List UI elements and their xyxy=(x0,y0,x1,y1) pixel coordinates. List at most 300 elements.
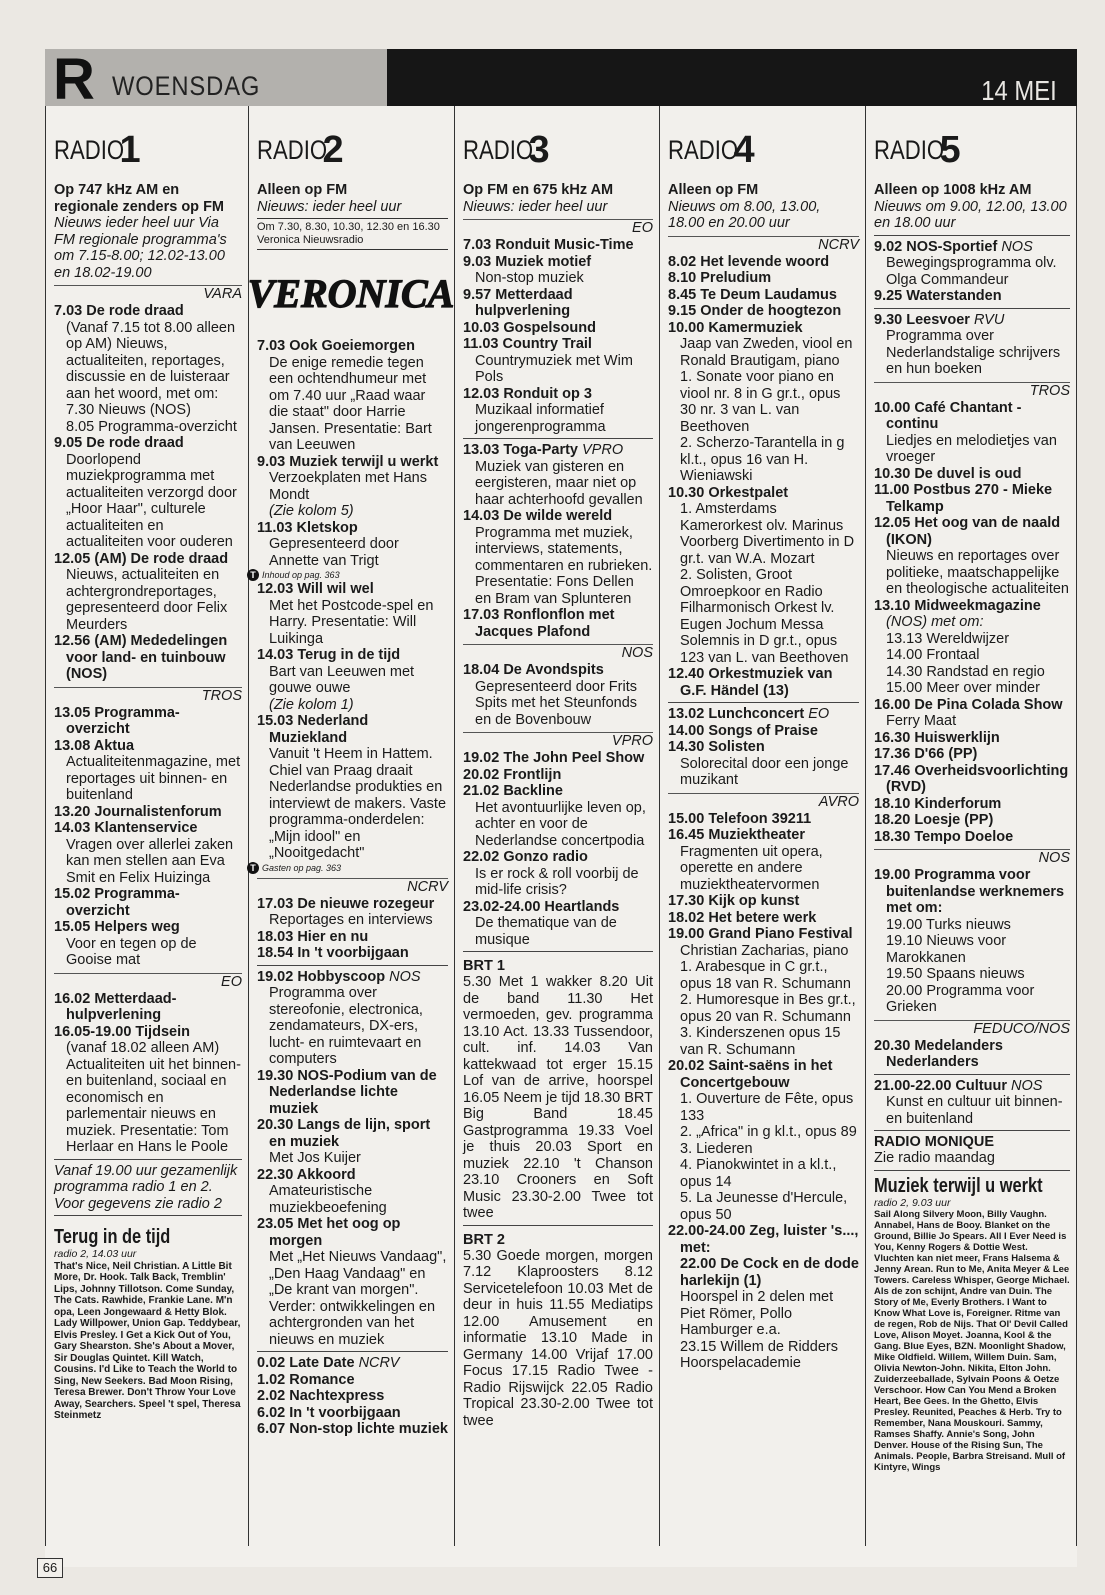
program-item xyxy=(874,828,1070,846)
section-letter: R xyxy=(53,47,93,112)
news-info: Nieuws om 9.00, 12.00, 13.00 en 18.00 uur xyxy=(874,198,1067,231)
program-title: 7.03 Ook Goeiemorgen xyxy=(257,338,415,354)
program-item xyxy=(257,895,448,929)
broadcaster-label: NOS xyxy=(1011,1077,1043,1094)
shared-program-note: Vanaf 19.00 uur gezamenlijk programma radio 1 en 2. Voor gegevens zie radio 2 xyxy=(54,1162,238,1212)
program-title: 18.02 Het betere werk xyxy=(668,909,817,926)
radio-4-column xyxy=(659,106,865,1546)
program-title: 12.40 Orkestmuziek van G.F. Händel (13) xyxy=(668,666,833,699)
program-detail: 7.30 Nieuws (NOS) xyxy=(66,402,191,418)
broadcaster-label: TROS xyxy=(874,382,1070,400)
program-detail: Met „Het Nieuws Vandaag", „Den Haag Vandaag" en „De krant van morgen". Verder: ontwikkelingen en achtergronden van het nieuws en muziek xyxy=(269,1249,447,1348)
program-title: 10.00 Kamermuziek xyxy=(668,319,803,336)
program-item xyxy=(257,1404,448,1422)
program-item xyxy=(463,750,653,767)
program-item xyxy=(668,484,859,667)
program-detail: Bart van Leeuwen met gouwe ouwe xyxy=(269,663,415,696)
program-title: 17.30 Kijk op kunst xyxy=(668,893,800,909)
program-item xyxy=(874,762,1070,796)
program-item xyxy=(257,453,448,520)
brt2-heading: BRT 2 xyxy=(463,1231,505,1248)
program-item xyxy=(54,704,242,738)
program-detail: 23.15 Willem de Ridders Hoorspelacademie xyxy=(680,1338,838,1371)
divider xyxy=(874,308,1070,309)
program-detail: Countrymuziek met Wim Pols xyxy=(475,352,633,385)
program-detail: 13.02 Lunchconcert xyxy=(668,706,805,722)
program-item xyxy=(257,338,448,454)
radio-3-column xyxy=(454,106,659,1546)
broadcaster-label: EO xyxy=(54,973,242,991)
program-detail: 3. Kinderszenen opus 15 van R. Schumann xyxy=(680,1025,841,1058)
program-item xyxy=(874,465,1070,483)
program-item xyxy=(257,928,448,946)
program-item xyxy=(463,508,653,607)
program-item xyxy=(668,827,859,893)
program-detail: Jaap van Zweden, viool en Ronald Brautigam, piano xyxy=(680,336,853,369)
radio-number: 2 xyxy=(322,128,344,171)
info-marker-text: Inhoud op pag. 363 xyxy=(262,570,340,580)
program-title: 19.00 Grand Piano Festival xyxy=(668,926,853,942)
broadcaster-label: NCRV xyxy=(257,878,448,896)
program-item xyxy=(463,237,653,254)
program-item xyxy=(668,253,859,271)
program-title: 21.02 Backline xyxy=(463,783,563,799)
program-detail: 8.05 Programma-overzicht xyxy=(66,418,237,435)
program-item xyxy=(668,303,859,320)
program-title: 18.04 De Avondspits xyxy=(463,662,604,678)
program-detail: Amateuristische muziekbeoefening xyxy=(269,1183,387,1216)
program-item xyxy=(668,1058,859,1223)
program-detail: Nieuws en reportages over politieke, maatschappelijke en theologische actualiteiten xyxy=(886,548,1069,597)
divider xyxy=(54,1159,242,1160)
program-item xyxy=(257,945,448,962)
radio-number: 5 xyxy=(939,128,961,171)
program-title: 9.25 Waterstanden xyxy=(874,288,1002,304)
page-number: 66 xyxy=(37,1558,63,1578)
program-detail: Ferry Maat xyxy=(886,713,957,729)
program-detail: De thematique van de musique xyxy=(475,915,617,948)
program-title: 16.05-19.00 Tijdsein xyxy=(54,1023,190,1040)
program-title xyxy=(874,1077,1070,1095)
radio-1-heading xyxy=(54,120,242,180)
news-info: Nieuws: ieder heel uur xyxy=(463,198,608,215)
program-title: 17.46 Overheidsvoorlichting (RVD) xyxy=(874,762,1069,795)
program-item xyxy=(874,867,1070,1016)
program-detail: 1. Amsterdams Kamerorkest olv. Marinus Voorberg Divertimento in D gr.t. van W.A. Mozart xyxy=(680,501,855,567)
program-item xyxy=(668,270,859,287)
program-item xyxy=(257,1117,448,1167)
frequency-info: Alleen op FM xyxy=(257,182,348,198)
brt1-schedule: 5.30 Met 1 wakker 8.20 Uit de band 11.30 Het vermoeden, gev. programma 13.10 Act. 13.33 Tussendoor, cult. inf. 14.03 Van kattekwaad tot erger 15.15 Lof van de arrive, hoorspel 16.05 Neem je tijd 18.30 BRT Big Band 18.45 Gastprogramma 19.33 Voel je thuis 20.03 Sport en muziek 22.10 't Chanson 23.10 Crooners en Soft Music 23.30-2.00 Twee tot twee xyxy=(463,974,653,1221)
program-item xyxy=(668,286,859,304)
program-title: 8.10 Preludium xyxy=(668,270,772,286)
program-title: 10.00 Café Chantant - continu xyxy=(874,399,1022,432)
program-title: 9.05 De rode draad xyxy=(54,435,184,451)
broadcaster-label: TROS xyxy=(54,687,242,705)
divider xyxy=(257,1351,448,1352)
radio-monique-heading: RADIO MONIQUE xyxy=(874,1134,995,1150)
program-item xyxy=(54,303,242,435)
program-item xyxy=(874,515,1070,598)
program-item xyxy=(54,990,242,1024)
divider xyxy=(874,1130,1070,1131)
program-item xyxy=(463,319,653,337)
program-title: 9.03 Muziek terwijl u werkt xyxy=(257,453,439,470)
program-title xyxy=(257,1355,448,1372)
program-item xyxy=(257,647,448,713)
program-detail: Gepresenteerd door Annette van Trigt xyxy=(269,536,399,569)
program-detail: 2. Scherzo-Tarantella in g kl.t., opus 16 van H. Wieniawski xyxy=(680,435,845,484)
broadcaster-label: EO xyxy=(463,219,653,237)
program-item xyxy=(874,399,1070,466)
radio-number: 3 xyxy=(528,128,550,171)
radio-3-heading xyxy=(463,120,653,180)
radio-word: RADIO xyxy=(54,134,125,165)
broadcaster-label: VPRO xyxy=(582,442,624,458)
program-detail: Fragmenten uit opera, operette en andere muziektheatervormen xyxy=(680,843,823,893)
program-title xyxy=(463,442,653,459)
program-title: 12.05 (AM) De rode draad xyxy=(54,550,229,567)
program-item xyxy=(54,820,242,886)
broadcaster-label: AVRO xyxy=(668,793,859,811)
program-detail: Christian Zacharias, piano xyxy=(680,942,849,959)
tv-icon: T xyxy=(247,569,259,581)
program-title: 8.45 Te Deum Laudamus xyxy=(668,286,837,303)
program-item xyxy=(463,766,653,784)
broadcaster-label: VPRO xyxy=(463,732,653,750)
program-detail: Is er rock & roll voorbij de mid-life crisis? xyxy=(475,865,639,898)
radio-word: RADIO xyxy=(874,134,945,165)
program-item xyxy=(463,385,653,436)
program-detail: Nieuws, actualiteiten en achtergrondreportages, gepresenteerd door Felix Meurders xyxy=(66,567,228,633)
program-title: 18.20 Loesje (PP) xyxy=(874,812,994,828)
program-detail: (Vanaf 7.15 tot 8.00 alleen op AM) Nieuws, actualiteiten, reportages, discussie en de luisteraar aan het woord, met om: xyxy=(66,319,236,402)
program-detail: 13.13 Wereldwijzer xyxy=(886,630,1010,647)
program-item xyxy=(257,1355,448,1372)
news-info: Nieuws om 8.00, 13.00, 18.00 en 20.00 uur xyxy=(668,198,821,231)
program-item xyxy=(54,803,242,821)
program-item xyxy=(54,1023,242,1156)
svg-text:VERONICA: VERONICA xyxy=(247,271,455,316)
brt2-schedule: 5.30 Goede morgen, morgen 7.12 Klaproosters 8.12 Servicetelefoon 10.03 Met de deur in huis 11.55 Mediatips 12.00 Amusement en informatie 13.10 Made in Germany 14.00 Vrijaf 17.00 Focus 17.15 Radio Twee - Radio Rijswijck 22.05 Radio Tropical 23.30-2.00 Twee tot twee xyxy=(463,1247,653,1429)
program-detail: Verzoekplaten met Hans Mondt xyxy=(269,470,427,503)
info-marker xyxy=(247,862,448,874)
radio-number: 1 xyxy=(119,128,141,171)
divider xyxy=(668,702,859,703)
program-detail: 0.02 Late Date xyxy=(257,1355,355,1371)
program-detail: 2. Humoresque in Bes gr.t., opus 20 van R. Schumann xyxy=(680,992,856,1025)
program-item xyxy=(668,909,859,927)
program-title xyxy=(874,238,1070,256)
program-title: 9.15 Onder de hoogtezon xyxy=(668,303,842,319)
broadcaster-label: NOS xyxy=(1001,238,1033,255)
program-detail: 22.00 De Cock en de dode harlekijn (1) xyxy=(680,1256,859,1289)
program-item xyxy=(668,893,859,910)
program-item xyxy=(874,795,1070,813)
box-title: Terug in de tijd xyxy=(54,1226,171,1248)
program-title: 14.03 Klantenservice xyxy=(54,820,198,836)
program-title: 2.02 Nachtexpress xyxy=(257,1388,385,1404)
divider xyxy=(463,951,653,952)
program-title: 22.30 Akkoord xyxy=(257,1166,356,1183)
program-detail: 5. La Jeunesse d'Hercule, opus 50 xyxy=(680,1190,848,1223)
program-detail: Doorlopend muziekprogramma met actualiteiten verzorgd door „Hoor Haar", culturele actualiteiten en actualiteiten voor ouderen xyxy=(66,451,237,550)
program-item xyxy=(257,1166,448,1217)
program-item xyxy=(54,435,242,551)
program-title: 23.05 Met het oog op morgen xyxy=(257,1216,401,1249)
program-title: 9.57 Metterdaad hulpverlening xyxy=(463,286,573,319)
program-title: 11.03 Country Trail xyxy=(463,336,592,352)
program-title: 20.02 Frontlijn xyxy=(463,766,562,783)
program-item xyxy=(668,666,859,699)
program-detail: Kunst en cultuur uit binnen- en buitenland xyxy=(886,1094,1063,1127)
program-title: 20.30 Medelanders Nederlanders xyxy=(874,1037,1003,1070)
program-title: 19.02 The John Peel Show xyxy=(463,750,645,766)
program-detail: Voor en tegen op de Gooise mat xyxy=(66,935,197,968)
program-title: 10.30 De duvel is oud xyxy=(874,465,1022,482)
program-title: 17.03 Ronflonflon met Jacques Plafond xyxy=(463,607,615,640)
program-title: 15.00 Telefoon 39211 xyxy=(668,810,812,827)
program-item xyxy=(874,812,1070,829)
news-info: Nieuws: ieder heel uur xyxy=(257,198,402,215)
frequency-info: Op FM en 675 kHz AM xyxy=(463,182,614,198)
program-title: 17.36 D'66 (PP) xyxy=(874,746,978,762)
program-item xyxy=(874,1037,1070,1071)
header-day: WOENSDAG xyxy=(112,71,261,101)
program-title: 15.02 Programma-overzicht xyxy=(54,886,180,919)
program-item xyxy=(463,336,653,386)
program-title: 16.30 Huiswerklijn xyxy=(874,729,1000,746)
program-detail: Vragen over allerlei zaken kan men stellen aan Eva Smit en Felix Huizinga xyxy=(66,836,234,886)
program-item xyxy=(668,319,859,485)
program-item xyxy=(463,607,653,640)
program-detail: 15.00 Meer over minder xyxy=(886,680,1040,696)
program-detail: 9.02 NOS-Sportief xyxy=(874,238,998,255)
program-title: 7.03 De rode draad xyxy=(54,303,184,319)
program-title: 1.02 Romance xyxy=(257,1371,355,1388)
program-title: 22.02 Gonzo radio xyxy=(463,849,588,865)
info-marker xyxy=(247,569,448,581)
program-item xyxy=(874,482,1070,515)
program-title: 18.10 Kinderforum xyxy=(874,795,1002,812)
program-item xyxy=(257,1371,448,1389)
radio-word: RADIO xyxy=(463,134,534,165)
radio-2-column xyxy=(248,106,454,1546)
program-title: 18.03 Hier en nu xyxy=(257,928,369,945)
program-title: 19.00 Programma voor buitenlandse werknemers met om: xyxy=(874,867,1065,916)
program-detail: Gepresenteerd door Frits Spits met het Steunfonds en de Bovenbouw xyxy=(475,678,638,728)
broadcaster-label: FEDUCO/NOS xyxy=(874,1020,1070,1038)
program-title: 14.30 Solisten xyxy=(668,739,765,755)
program-title: 6.07 Non-stop lichte muziek xyxy=(257,1421,448,1437)
program-item xyxy=(463,442,653,508)
program-item xyxy=(54,886,242,919)
program-title: 23.02-24.00 Heartlands xyxy=(463,898,620,915)
program-detail: 14.30 Randstad en regio xyxy=(886,663,1045,680)
radio-5-heading xyxy=(874,120,1070,180)
program-item xyxy=(54,919,242,969)
program-detail: 20.00 Programma voor Grieken xyxy=(886,982,1035,1015)
program-title: 11.00 Postbus 270 - Mieke Telkamp xyxy=(874,482,1053,515)
program-title: 16.00 De Pina Colada Show xyxy=(874,696,1063,713)
program-detail: Muzikaal informatief jongerenprogramma xyxy=(475,402,606,435)
radio-2-heading xyxy=(257,120,448,180)
program-item xyxy=(257,1067,448,1118)
program-detail: Actualiteitenmagazine, met reportages uit binnen- en buitenland xyxy=(66,754,241,803)
program-detail: (NOS) met om: xyxy=(886,614,984,630)
program-item xyxy=(257,713,448,862)
program-detail: Reportages en interviews xyxy=(269,912,433,928)
program-title: 19.30 NOS-Podium van de Nederlandse lichte muziek xyxy=(257,1067,437,1117)
program-item xyxy=(257,1216,448,1348)
program-detail: Muziek van gisteren en eergisteren, maar niet op haar achterhoofd gevallen xyxy=(475,458,643,508)
program-item xyxy=(257,1421,448,1438)
program-detail: (Zie kolom 5) xyxy=(269,503,354,519)
program-title: 20.02 Saint-saëns in het Concertgebouw xyxy=(668,1058,833,1091)
program-title: 13.20 Journalistenforum xyxy=(54,803,222,820)
header-date: 14 MEI xyxy=(981,75,1057,106)
program-item xyxy=(257,519,448,570)
program-item xyxy=(874,597,1070,697)
broadcaster-label: NCRV xyxy=(358,1355,400,1371)
program-item xyxy=(257,968,448,1068)
divider xyxy=(54,1215,242,1216)
program-item xyxy=(874,1077,1070,1128)
program-detail: De enige remedie tegen een ochtendhumeur met om 7.40 uur „Raad waar die staat" door Harrie Jansen. Presentatie: Bart van Leeuwen xyxy=(269,354,432,453)
program-detail: (vanaf 18.02 alleen AM) Actualiteiten uit het binnen- en buitenland, sociaal en economisch en parlementair nieuws en muziek. Presentatie: Tom Herlaar en Hans le Poole xyxy=(66,1040,241,1155)
program-detail: Hoorspel in 2 delen met Piet Römer, Pollo Hamburger e.a. xyxy=(680,1289,834,1338)
program-item xyxy=(257,1388,448,1405)
program-item xyxy=(874,238,1070,289)
program-title: 15.05 Helpers weg xyxy=(54,919,180,935)
program-title: 13.10 Midweekmagazine xyxy=(874,597,1041,614)
radio-5-column xyxy=(865,106,1077,1546)
program-item xyxy=(874,311,1070,378)
playlist-text: That's Nice, Neil Christian. A Little Bit More, Dr. Hook. Talk Back, Tremblin' Lips, Johnny Tillotson. Come Sunday, The Cats. Rawhide, Frankie Lane. M'n opa, Leen Jongewaard & Hetty Blok. Lady Willpower, Union Gap. Teddybear, Elvis Presley. I Get a Kick Out of You, Gary Shearston. She's About a Mover, Sir Douglas Quintet. Kill Watch, Cousins. I'd Like to Teach the World to Sing, New Seekers. Bad Moon Rising, Teresa Brewer. Don't Throw Your Love Away, Searchers. Speel 't spel, Theresa Steinmetz xyxy=(54,1260,241,1421)
program-title: 20.30 Langs de lijn, sport en muziek xyxy=(257,1117,431,1150)
program-detail: Vanuit 't Heem in Hattem. Chiel van Praag draait Nederlandse produkties en interviewt de makers. Vaste programma-onderdelen: „Mijn idool" en „Nooitgedacht" xyxy=(269,746,447,861)
program-title: 13.08 Aktua xyxy=(54,737,135,754)
program-item xyxy=(668,722,859,740)
program-detail: Bewegingsprogramma olv. Olga Commandeur xyxy=(886,255,1057,288)
program-item xyxy=(463,662,653,728)
program-detail: Met Jos Kuijer xyxy=(269,1150,361,1166)
program-title: 10.30 Orkestpalet xyxy=(668,484,789,501)
radio-word: RADIO xyxy=(668,134,739,165)
program-item xyxy=(874,746,1070,763)
program-item xyxy=(874,696,1070,730)
divider xyxy=(463,1225,653,1226)
divider xyxy=(463,438,653,439)
program-detail: 2. „Africa" in g kl.t., opus 89 xyxy=(680,1124,857,1140)
tv-icon: T xyxy=(247,862,259,874)
box-subtitle: radio 2, 14.03 uur xyxy=(54,1248,137,1260)
program-detail: 2. Solisten, Groot Omroepkoor en Radio Filharmonisch Orkest lv. Eugen Jochum Messa Solemnis in D gr.t., opus 123 van L. van Beethoven xyxy=(680,567,849,666)
header-right-band xyxy=(387,49,1077,106)
program-title: 14.03 Terug in de tijd xyxy=(257,647,401,663)
playlist-text: Sail Along Silvery Moon, Billy Vaughn. Annabel, Hans de Booy. Blanket on the Ground, Billie Jo Spears. All I Ever Need is You, Kenny Rogers & Dottie West. Vluchten kan niet meer, Frans Halsema & Jenny Arean. Run to Me, Anita Meyer & Lee Towers. Careless Whisper, George Michael. Als de zon schijnt, Andre van Duin. The Story of Me, Everly Brothers. I Want to Know What Love is, Foreigner. Ritme van de regen, Rob de Nijs. That Ol' Devil Called Love, Alison Moyet. Joanna, Kool & the Gang. Blue Eyes, BZN. Moonlight Shadow, Mike Oldfield. Willem, Willem Duin. Sam, Olivia Newton-John. Nikita, Elton John. Zuiderzeeballade, Sylvain Poons & Oetze Verschoor. How Can You Mend a Broken Heart, Bee Gees. In the Ghetto, Elvis Presley. Reunited, Peaches & Herb. Try to Remember, Nana Mouskouri. Sammy, Ramses Shaffy. Annie's Song, John Denver. House of the Rising Sun, The Animals. People, Barbra Streisand. Mull of Kintyre, Wings xyxy=(874,1209,1070,1473)
program-title xyxy=(257,968,448,986)
program-detail: Programma over stereofonie, electronica, zendamateurs, DX-ers, lucht- en ruimtevaart en computers xyxy=(269,985,423,1067)
program-item xyxy=(463,286,653,320)
program-detail: (Zie kolom 1) xyxy=(269,696,354,713)
program-detail: Programma over Nederlandstalige schrijvers en hun boeken xyxy=(886,328,1061,377)
program-item xyxy=(874,288,1070,305)
program-title: 16.02 Metterdaad-hulpverlening xyxy=(54,990,177,1023)
program-item xyxy=(54,737,242,804)
program-detail: Het avontuurlijke leven op, achter en voor de Nederlandse concertpodia xyxy=(475,799,646,849)
program-title: 9.03 Muziek motief xyxy=(463,253,592,270)
broadcaster-label: NOS xyxy=(389,968,421,985)
program-detail: 3. Liederen xyxy=(680,1140,753,1157)
program-title xyxy=(874,311,1070,329)
program-item xyxy=(668,810,859,828)
page-header xyxy=(45,47,1077,112)
program-item xyxy=(54,633,242,683)
news-info: Nieuws ieder heel uur Via FM regionale programma's om 7.15-8.00; 12.02-13.00 en 18.02-19.00 xyxy=(54,215,227,281)
broadcaster-label: NOS xyxy=(874,849,1070,867)
frequency-info: Alleen op FM xyxy=(668,182,759,198)
frequency-info: Alleen op 1008 kHz AM xyxy=(874,182,1032,198)
program-item xyxy=(463,783,653,849)
program-detail: 13.03 Toga-Party xyxy=(463,442,578,458)
radio-columns xyxy=(45,106,1077,1546)
program-item xyxy=(54,550,242,634)
veronica-logo xyxy=(247,263,455,325)
broadcaster-label: VARA xyxy=(54,285,242,303)
program-title: 8.02 Het levende woord xyxy=(668,253,830,270)
program-item xyxy=(463,898,653,949)
divider xyxy=(874,235,1070,236)
program-detail: Programma met muziek, interviews, statements, commentaren en rubrieken. Presentatie: Fons Dellen en Bram van Splunteren xyxy=(475,524,653,607)
program-title: 12.05 Het oog van de naald (IKON) xyxy=(874,515,1061,548)
program-title: 16.45 Muziektheater xyxy=(668,827,806,843)
program-detail: 9.30 Leesvoer xyxy=(874,311,970,328)
divider xyxy=(874,1170,1070,1171)
frequency-info: Op 747 kHz AM en regionale zenders op FM xyxy=(54,182,224,215)
program-title xyxy=(668,706,859,723)
program-detail: Solorecital door een jonge muzikant xyxy=(680,755,849,788)
broadcaster-label: EO xyxy=(808,706,830,722)
program-detail: 1. Arabesque in C gr.t., opus 18 van R. Schumann xyxy=(680,959,851,992)
program-title: 13.05 Programma-overzicht xyxy=(54,704,180,737)
program-title: 18.30 Tempo Doeloe xyxy=(874,828,1014,845)
program-detail: 19.10 Nieuws voor Marokkanen xyxy=(886,933,1007,966)
program-item xyxy=(874,729,1070,747)
program-title: 12.56 (AM) Mededelingen voor land- en tuinbouw (NOS) xyxy=(54,633,228,682)
program-item xyxy=(668,739,859,789)
broadcaster-label: NCRV xyxy=(668,236,859,254)
program-item xyxy=(463,253,653,287)
info-marker-text: Gasten op pag. 363 xyxy=(262,862,342,873)
program-detail: Met het Postcode-spel en Harry. Presentatie: Will Luikinga xyxy=(269,597,434,647)
radio-word: RADIO xyxy=(257,134,328,165)
radio-1-column xyxy=(45,106,248,1546)
radio-number: 4 xyxy=(733,128,755,171)
box-subtitle: radio 2, 9.03 uur xyxy=(874,1196,951,1209)
program-detail: Non-stop muziek xyxy=(475,270,584,286)
radio-4-heading xyxy=(668,120,859,180)
program-title: 7.03 Ronduit Music-Time xyxy=(463,237,634,253)
program-title: 14.00 Songs of Praise xyxy=(668,722,818,739)
broadcaster-label: NOS xyxy=(463,644,653,662)
program-title: 10.03 Gospelsound xyxy=(463,319,596,336)
program-detail: Liedjes en melodietjes van vroeger xyxy=(886,432,1057,465)
program-item xyxy=(668,926,859,1058)
program-title: 15.03 Nederland Muziekland xyxy=(257,713,369,746)
program-item xyxy=(668,706,859,723)
program-detail: 19.00 Turks nieuws xyxy=(886,916,1011,933)
